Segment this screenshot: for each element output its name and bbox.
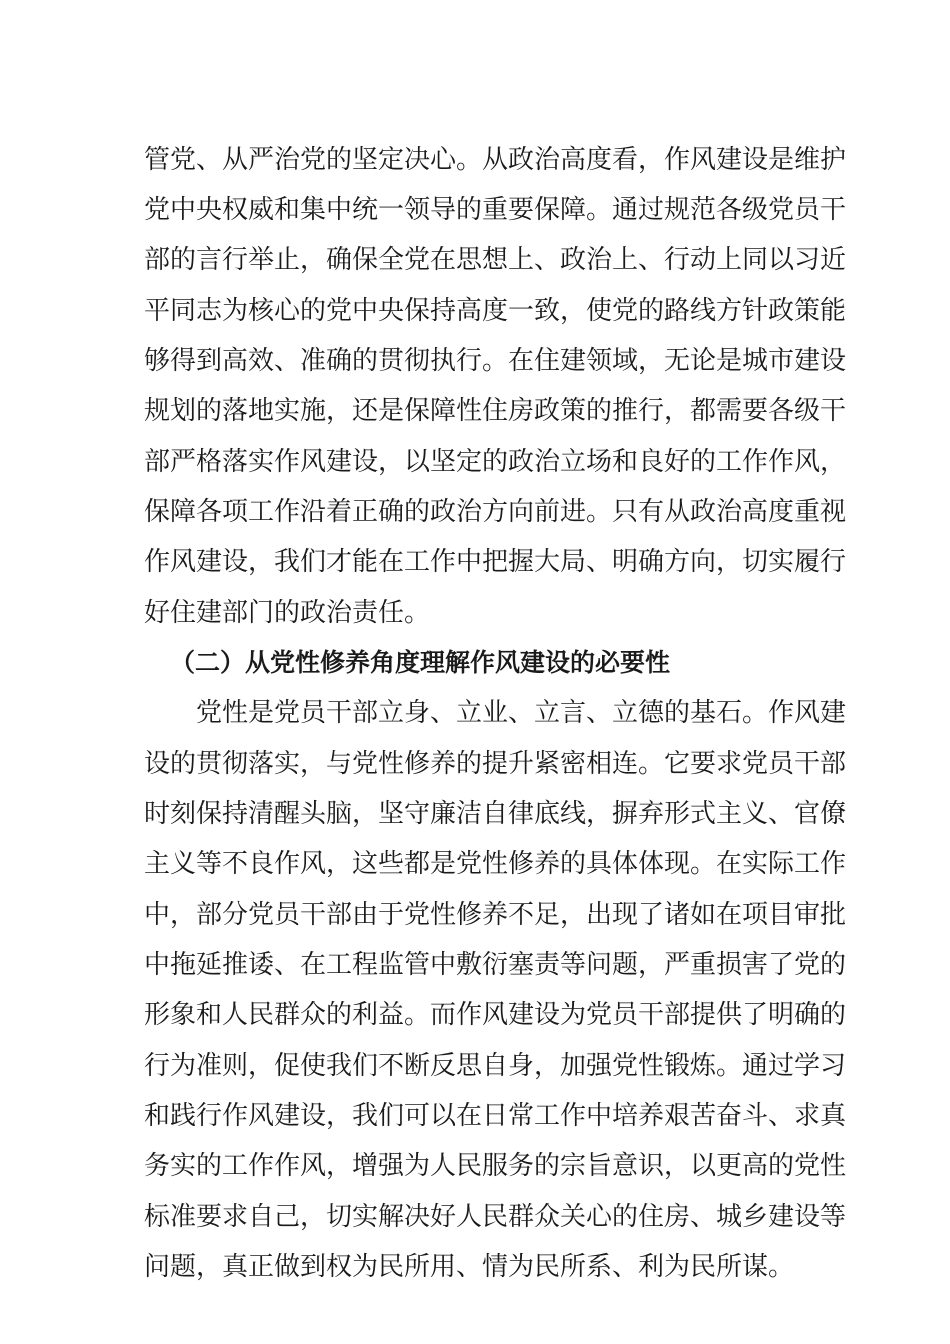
text-line: 务实的工作作风，增强为人民服务的宗旨意识，以更高的党性: [144, 1151, 847, 1181]
text-line: 平同志为核心的党中央保持高度一致，使党的路线方针政策能: [144, 296, 847, 326]
text-line: 部的言行举止，确保全党在思想上、政治上、行动上同以习近: [144, 245, 847, 275]
text-line: 时刻保持清醒头脑，坚守廉洁自律底线，摒弃形式主义、官僚: [144, 799, 847, 829]
text-line: 行为准则，促使我们不断反思自身，加强党性锻炼。通过学习: [144, 1051, 847, 1081]
text-line: 够得到高效、准确的贯彻执行。在住建领域，无论是城市建设: [144, 346, 847, 376]
text-line: 和践行作风建设，我们可以在日常工作中培养艰苦奋斗、求真: [144, 1101, 847, 1131]
text-line: 主义等不良作风，这些都是党性修养的具体体现。在实际工作: [144, 849, 847, 879]
text-line: 部严格落实作风建设，以坚定的政治立场和良好的工作作风，: [144, 447, 847, 477]
text-line: 问题，真正做到权为民所用、情为民所系、利为民所谋。: [144, 1252, 795, 1282]
text-line: 党性是党员干部立身、立业、立言、立德的基石。作风建: [196, 698, 847, 728]
text-line: 形象和人民群众的利益。而作风建设为党员干部提供了明确的: [144, 1000, 847, 1030]
text-line: 管党、从严治党的坚定决心。从政治高度看，作风建设是维护: [144, 145, 847, 175]
text-line: 标准要求自己，切实解决好人民群众关心的住房、城乡建设等: [144, 1202, 847, 1232]
text-line: 中拖延推诿、在工程监管中敷衍塞责等问题，严重损害了党的: [144, 950, 847, 980]
text-line: 党中央权威和集中统一领导的重要保障。通过规范各级党员干: [144, 195, 847, 225]
text-line: 作风建设，我们才能在工作中把握大局、明确方向，切实履行: [144, 547, 847, 577]
section-heading: （二）从党性修养角度理解作风建设的必要性: [170, 648, 671, 677]
text-line: 中，部分党员干部由于党性修养不足，出现了诸如在项目审批: [144, 900, 847, 930]
text-line: 保障各项工作沿着正确的政治方向前进。只有从政治高度重视: [144, 497, 847, 527]
text-line: 设的贯彻落实，与党性修养的提升紧密相连。它要求党员干部: [144, 749, 847, 779]
text-line: 好住建部门的政治责任。: [144, 598, 431, 628]
text-line: 规划的落地实施，还是保障性住房政策的推行，都需要各级干: [144, 396, 847, 426]
